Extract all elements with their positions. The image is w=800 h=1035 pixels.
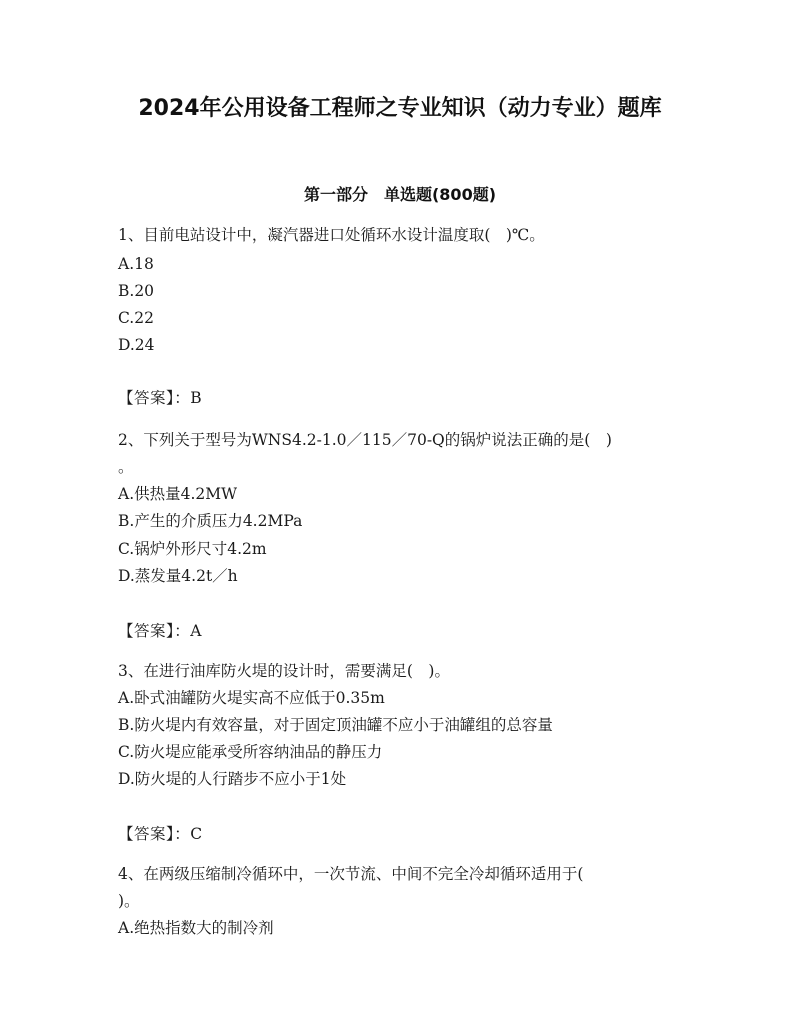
question-2-option-b: B.产生的介质压力4.2MPa [118, 512, 303, 530]
question-3-answer: 【答案】：C [118, 825, 203, 843]
question-3-option-b: B.防火堤内有效容量，对于固定顶油罐不应小于油罐组的总容量 [118, 716, 553, 734]
question-4-option-a: A.绝热指数大的制冷剂 [118, 919, 274, 937]
question-2-option-a: A.供热量4.2MW [118, 485, 238, 503]
section-heading: 第一部分 单选题(800题) [303, 185, 497, 204]
document-title: 2024年公用设备工程师之专业知识（动力专业）题库 [138, 96, 662, 121]
question-1-option-a: A.18 [118, 255, 154, 273]
question-1-answer: 【答案】：B [118, 389, 203, 407]
question-1-option-c: C.22 [118, 309, 154, 327]
question-2-stem: 2、下列关于型号为WNS4.2-1.0／115／70-Q的锅炉说法正确的是( ) [118, 431, 612, 449]
question-3-option-d: D.防火堤的人行踏步不应小于1处 [118, 770, 347, 788]
question-4-stem-cont: )。 [118, 892, 140, 910]
question-4-stem: 4、在两级压缩制冷循环中，一次节流、中间不完全冷却循环适用于( [118, 865, 584, 883]
question-2-answer: 【答案】：A [118, 622, 202, 640]
question-2-stem-cont: 。 [118, 458, 134, 476]
question-1-stem: 1、目前电站设计中，凝汽器进口处循环水设计温度取( )℃。 [118, 226, 545, 244]
question-3-option-a: A.卧式油罐防火堤实高不应低于0.35m [118, 689, 385, 707]
question-1-option-b: B.20 [118, 282, 155, 300]
question-3-stem: 3、在进行油库防火堤的设计时，需要满足( )。 [118, 662, 450, 680]
question-1-option-d: D.24 [118, 336, 155, 354]
question-3-option-c: C.防火堤应能承受所容纳油品的静压力 [118, 743, 383, 761]
question-2-option-c: C.锅炉外形尺寸4.2m [118, 540, 267, 558]
question-2-option-d: D.蒸发量4.2t／h [118, 567, 238, 585]
